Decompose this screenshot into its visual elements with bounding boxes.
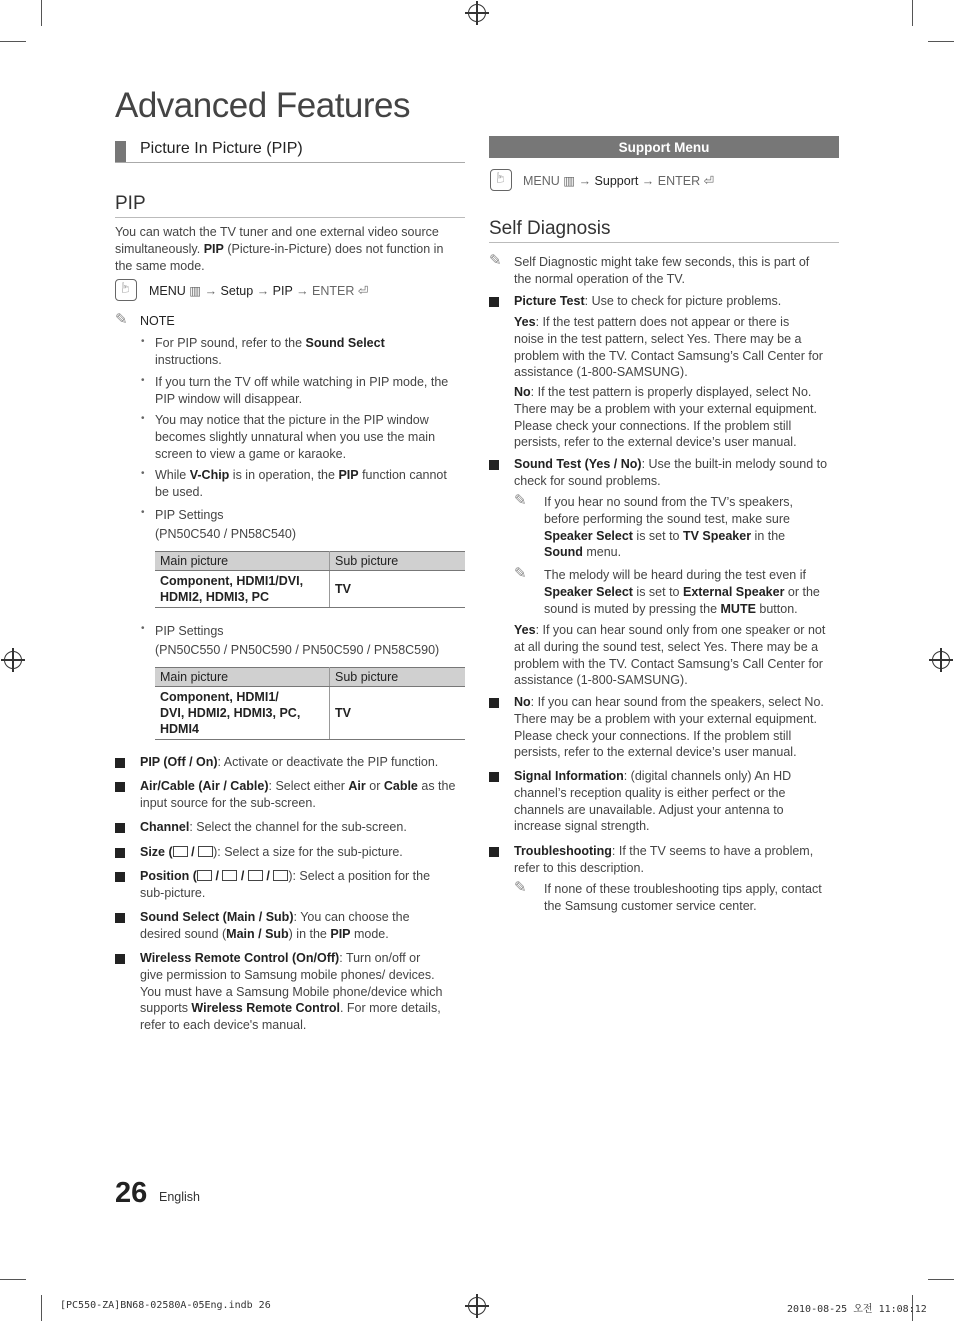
note-item: For PIP sound, refer to the Sound Select instructions. [155,336,385,367]
crop-mark [928,1279,954,1280]
self-diagnosis-heading: Self Diagnosis [489,218,839,243]
table-header: Sub picture [330,552,466,571]
table-header: Sub picture [330,668,466,687]
square-bullet-icon [489,297,499,307]
crop-mark [928,41,954,42]
table-cell: TV [330,687,466,740]
bullet-icon: • [141,507,145,518]
list-item: Sound Test (Yes / No): Use the built-in melody sound to check for sound problems. [514,457,828,488]
note-item: While V-Chip is in operation, the PIP function cannot be used. [155,468,447,499]
crop-mark [0,1279,26,1280]
note-item: You may notice that the picture in the PIP window becomes slightly unnatural when you use the main screen to view a game or karaoke. [155,413,436,461]
remote-hand-icon [490,169,512,191]
square-bullet-icon [115,758,125,768]
square-bullet-icon [489,847,499,857]
crop-mark [41,0,42,26]
list-item: Troubleshooting: If the TV seems to have a problem, refer to this description. [514,844,814,875]
registration-mark-icon [468,1297,486,1315]
note-pencil-icon: ✎ [514,492,527,509]
bullet-icon: • [141,375,145,386]
pip-heading: PIP [115,193,465,218]
note-text: If none of these troubleshooting tips apply, contact the Samsung customer service center. [544,882,822,913]
square-bullet-icon [115,872,125,882]
note-pencil-icon: ✎ [514,565,527,582]
square-bullet-icon [489,460,499,470]
square-bullet-icon [115,848,125,858]
square-bullet-icon [115,782,125,792]
crop-mark [41,1295,42,1321]
pip-intro: You can watch the TV tuner and one external video source simultaneously. PIP (Picture-in-Picture) does not function in the same mode. [115,225,444,273]
square-bullet-icon [115,954,125,964]
menu-path: MENU ▥ → Setup → PIP → ENTER ⏎ [149,284,369,298]
pip-settings-table [155,551,465,608]
list-item: Wireless Remote Control (On/Off): Turn on/off or give permission to Samsung mobile phones/ devices. You must have a Samsung Mobile phone/device which supports Wireless Remote Control. For more details, refer to each device's manual. [140,951,443,1033]
menu-path: MENU ▥ → Support → ENTER ⏎ [523,174,715,188]
note-text: The melody will be heard during the test even if Speaker Select is set to External Speaker or the sound is muted by pressing the MUTE button. [544,568,820,616]
square-bullet-icon [115,913,125,923]
bullet-icon: • [141,623,145,634]
note-item: PIP Settings (PN50C540 / PN58C540) [155,508,297,541]
list-item: Air/Cable (Air / Cable): Select either Air or Cable as the input source for the sub-screen. [140,779,456,810]
note-pencil-icon: ✎ [115,311,128,328]
bullet-icon: • [141,336,145,347]
note-item: If you turn the TV off while watching in PIP mode, the PIP window will disappear. [155,375,449,406]
square-bullet-icon [115,823,125,833]
position-icon [248,870,263,881]
bullet-icon: • [141,468,145,479]
square-bullet-icon [489,772,499,782]
table-cell: Component, HDMI1/ DVI, HDMI2, HDMI3, PC, HDMI4 [155,687,330,740]
page-title: Advanced Features [115,86,411,125]
note-label: NOTE [140,314,175,328]
registration-mark-icon [932,651,950,669]
list-item-detail: Yes: If the test pattern does not appear or there is noise in the test pattern, select Yes. There may be a problem with the TV. Contact Samsung’s Call Center for assistance (1-800-SAMSUNG). [514,315,823,380]
pip-settings-table [155,667,465,740]
table-cell: TV [330,571,466,608]
table-cell: Component, HDMI1/DVI, HDMI2, HDMI3, PC [155,571,330,608]
note-text: If you hear no sound from the TV’s speakers, before performing the sound test, make sure Speaker Select is set to TV Speaker in the Sound menu. [544,495,793,560]
list-item: Channel: Select the channel for the sub-screen. [140,820,407,834]
list-item: No: If you can hear sound from the speakers, select No. There may be a problem with your external equipment. Please check your connections. If the problem still persists, refer to the external device’s user manual. [514,695,824,760]
crop-mark [0,41,26,42]
table-header: Main picture [155,552,330,571]
note-pencil-icon: ✎ [489,252,502,269]
crop-mark [912,0,913,26]
registration-mark-icon [4,651,22,669]
position-icon [273,870,288,881]
page-language: English [159,1190,200,1204]
page-number: 26 [115,1177,148,1209]
list-item: Sound Select (Main / Sub): You can choose the desired sound (Main / Sub) in the PIP mode. [140,910,410,941]
position-icon [197,870,212,881]
section-title: Picture In Picture (PIP) [140,140,303,157]
support-menu-header: Support Menu [489,136,839,158]
table-header: Main picture [155,668,330,687]
note-item: PIP Settings (PN50C550 / PN50C590 / PN50C590 / PN58C590) [155,624,440,657]
section-marker [115,141,126,162]
size-icon [173,846,188,857]
bullet-icon: • [141,413,145,424]
note-pencil-icon: ✎ [514,879,527,896]
remote-hand-icon [115,279,137,301]
list-item: Picture Test: Use to check for picture problems. [514,294,782,308]
list-item-detail: Yes: If you can hear sound only from one speaker or not at all during the sound test, select Yes. There may be a problem with the TV. Contact Samsung’s Call Center for assistance (1-800-SAMSUNG). [514,623,826,688]
list-item: PIP (Off / On): Activate or deactivate the PIP function. [140,755,439,769]
list-item: Size ( / ): Select a size for the sub-picture. [140,845,403,859]
section-header [115,140,465,163]
list-item-detail: No: If the test pattern is properly displayed, select No. There may be a problem with your external equipment. Please check your connections. If the problem still persists, refer to the external device’s user manual. [514,385,817,450]
size-icon [198,846,213,857]
footer-file-info: [PC550-ZA]BN68-02580A-05Eng.indb 26 [60,1300,271,1311]
footer-timestamp: 2010-08-25 오전 11:08:12 [787,1304,927,1315]
note-text: Self Diagnostic might take few seconds, this is part of the normal operation of the TV. [514,255,810,286]
position-icon [222,870,237,881]
registration-mark-icon [468,4,486,22]
list-item: Position ( / / / ): Select a position for the sub-picture. [140,869,431,900]
square-bullet-icon [489,698,499,708]
list-item: Signal Information: (digital channels only) An HD channel’s reception quality is either perfect or the channels are unavailable. Adjust your antenna to increase signal strength. [514,769,792,834]
